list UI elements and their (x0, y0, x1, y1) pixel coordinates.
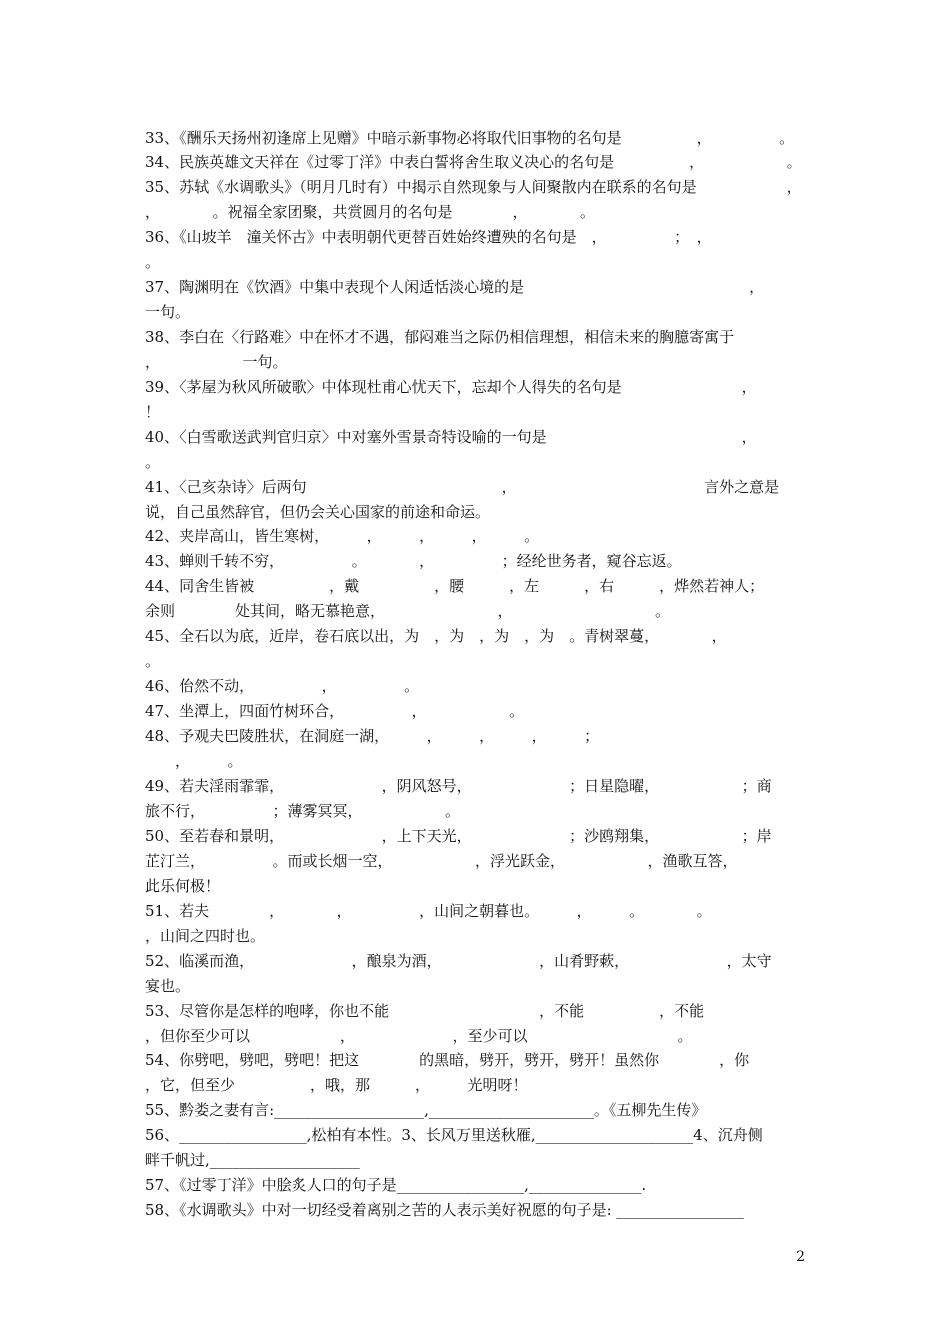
question-34: 34、民族英雄文天祥在《过零丁洋》中表白誓将舍生取义决心的名句是 ， 。 (145, 153, 802, 171)
question-55: 55、黔娄之妻有言:____________________,______________________。《五柳先生传》 (145, 1101, 707, 1119)
question-54: 54、你劈吧，劈吧，劈吧！把这 的黑暗，劈开，劈开，劈开！虽然你 ，你 (145, 1051, 750, 1069)
question-56: 56、_________________,松柏有本性。3、长风万里送秋雁,_____________________4、沉舟侧 (145, 1126, 763, 1144)
question-58: 58、《水调歌头》中对一切经受着离别之苦的人表示美好祝愿的句子是: _________________ (145, 1201, 744, 1219)
question-57: 57、《过零丁洋》中脍炙人口的句子是_________________,_______________. (145, 1176, 647, 1194)
question-51: 51、若夫 ， ， ，山间之朝暮也。 ， 。 。 (145, 902, 712, 920)
question-41-cont: 说，自己虽然辞官，但仍会关心国家的前途和命运。 (145, 503, 491, 521)
question-46: 46、佁然不动， ， 。 (145, 677, 420, 695)
question-51-cont: ，山间之四时也。 (145, 927, 266, 945)
question-40: 40、〈白雪歌送武判官归京〉中对塞外雪景奇特设喻的一句是 ， (145, 428, 757, 446)
question-49: 49、若夫淫雨霏霏， ，阴风怒号， ；日星隐曜， ；商 (145, 777, 772, 795)
question-38-cont: ， 一句。 (145, 353, 288, 371)
question-38: 38、李白在〈行路难〉中在怀才不遇，郁闷难当之际仍相信理想，相信未来的胸臆寄寓于 (145, 328, 735, 346)
question-39: 39、〈茅屋为秋风所破歌〉中体现杜甫心忧天下，忘却个人得失的名句是 ， (145, 378, 757, 396)
question-48: 48、予观夫巴陵胜状，在洞庭一湖， ， ， ， ； (145, 727, 600, 745)
question-42: 42、夹岸高山，皆生寒树， ， ， ， 。 (145, 527, 540, 545)
question-50: 50、至若春和景明， ，上下天光， ；沙鸥翔集， ；岸 (145, 827, 772, 845)
question-39-cont: ！ (145, 403, 161, 421)
question-56-cont: 畔千帆过,____________________ (145, 1151, 360, 1169)
question-50-cont2: 此乐何极！ (145, 877, 221, 895)
question-45: 45、全石以为底，近岸，卷石底以出，为 ，为 ，为 ，为 。青树翠蔓， ， (145, 627, 727, 645)
question-36: 36、《山坡羊 潼关怀古》中表明朝代更替百姓始终遭殃的名句是 ， ； ， (145, 228, 712, 246)
question-54-cont: ，它，但至少 ，哦，那 ， 光明呀！ (145, 1076, 528, 1094)
page-number: 2 (796, 1249, 805, 1265)
question-48-cont: ， 。 (145, 752, 243, 770)
question-36-cont: 。 (145, 253, 161, 271)
question-41: 41、〈己亥杂诗〉后两句 ， 言外之意是 (145, 478, 780, 496)
question-44: 44、同舍生皆被 ，戴 ，腰 ，左 ，右 ，烨然若神人； (145, 577, 765, 595)
question-44-cont: 余则 处其间，略无慕艳意， ， 。 (145, 602, 671, 620)
question-47: 47、坐潭上，四面竹树环合， ， 。 (145, 702, 525, 720)
question-53: 53、尽管你是怎样的咆哮，你也不能 ，不能 ，不能 (145, 1002, 705, 1020)
question-35: 35、苏轼《水调歌头》（明月几时有）中揭示自然现象与人间聚散内在联系的名句是 ， (145, 178, 802, 196)
question-43: 43、蝉则千转不穷， 。 ， ；经纶世务者，窥谷忘返。 (145, 552, 682, 570)
question-33: 33、《酬乐天扬州初逢席上见赠》中暗示新事物必将取代旧事物的名句是 ， 。 (145, 129, 795, 147)
question-40-cont: 。 (145, 453, 161, 471)
question-49-cont: 旅不行， ；薄雾冥冥， 。 (145, 802, 461, 820)
question-52: 52、临溪而渔， ，酿泉为酒， ，山肴野蔌， ，太守 (145, 952, 772, 970)
question-50-cont: 芷汀兰， 。而或长烟一空， ，浮光跃金， ，渔歌互答， (145, 852, 738, 870)
question-53-cont: ，但你至少可以 ， ，至少可以 。 (145, 1027, 693, 1045)
question-45-cont: 。 (145, 652, 161, 670)
question-37: 37、陶渊明在《饮酒》中集中表现个人闲适恬淡心境的是 ， (145, 278, 765, 296)
question-52-cont: 宴也。 (145, 977, 191, 995)
question-37-cont: 一句。 (145, 303, 191, 321)
question-35-cont: ， 。祝福全家团聚，共赏圆月的名句是 ， 。 (145, 203, 596, 221)
